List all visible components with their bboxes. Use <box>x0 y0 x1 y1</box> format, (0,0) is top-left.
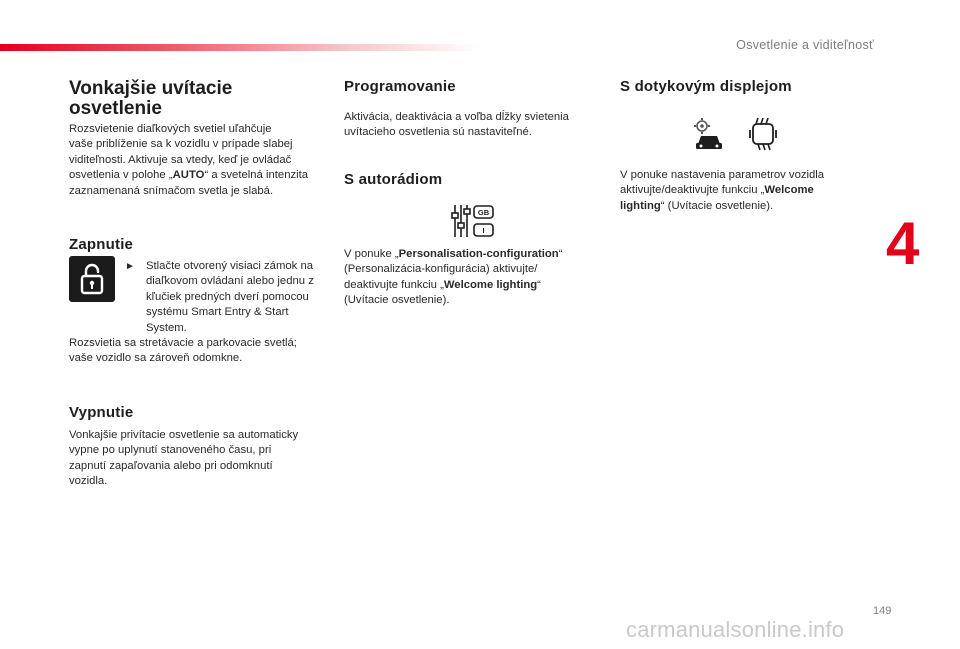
chapter-number: 4 <box>886 210 920 277</box>
audio-settings-icon <box>450 203 496 244</box>
zapnutie-step: Stlačte otvorený visiaci zámok na diaľkovom ovládaní alebo jednu z kľučiek predných dverí pomocou systému Smart Entry & Start System. <box>146 260 314 334</box>
page-title-line1: Vonkajšie uvítacie <box>69 78 233 99</box>
menu-name: Personalisation-configuration <box>398 248 559 260</box>
header-accent-bar <box>0 44 480 51</box>
heading-vypnutie: Vypnutie <box>69 404 134 421</box>
section-title: Osvetlenie a viditeľnosť <box>736 38 874 52</box>
autoradio-paragraph: V ponuke „Personalisation-configuration“ (Personalizácia-konfigurácia) aktivujte/ deaktivujte funkciu „Welcome lighting“ (Uvítacie osvetlenie). <box>344 248 563 307</box>
function-name-welcome: Welcome <box>764 184 814 197</box>
open-padlock-icon <box>69 256 115 302</box>
icon-label-gb: GB <box>477 208 490 217</box>
auto-position-label: AUTO <box>172 169 205 182</box>
page-title <box>69 79 232 119</box>
page-title-line2: osvetlenie <box>69 98 162 119</box>
heading-touchscreen: S dotykovým displejom <box>620 78 792 95</box>
programovanie-paragraph: Aktivácia, deaktivácia a voľba dĺžky svietenia uvítacieho osvetlenia sú nastaviteľné. <box>344 111 569 139</box>
function-name-lighting: lighting <box>620 199 661 212</box>
touchscreen-paragraph: V ponuke nastavenia parametrov vozidla aktivujte/deaktivujte funkciu „Welcome lighting“ (Uvítacie osvetlenie). <box>620 169 825 212</box>
page-number: 149 <box>873 605 892 617</box>
intro-paragraph: Rozsvietenie diaľkových svetiel uľahčuje vaše priblíženie sa k vozidlu v prípade slabej viditeľnosti. Aktivuje sa vtedy, keď je ovládač osvetlenia v polohe „AUTO“ a svetelná intenzita zaznamenaná snímačom svetla je slabá. <box>69 123 309 197</box>
vypnutie-paragraph: Vonkajšie privítacie osvetlenie sa automaticky vypne po uplynutí stanoveného času, pri zapnutí zapaľovania alebo pri odomknutí vozidla. <box>69 429 299 488</box>
heading-autoradio: S autorádiom <box>344 171 443 188</box>
icon-label-i: I <box>482 226 485 235</box>
function-name: Welcome lighting <box>443 278 538 291</box>
heading-programovanie: Programovanie <box>344 78 456 95</box>
heading-zapnutie: Zapnutie <box>69 236 134 253</box>
driving-lights-icon <box>746 116 780 157</box>
arrow-right-icon: ► <box>125 261 135 272</box>
watermark-text: carmanualsonline.info <box>626 617 845 642</box>
vehicle-settings-icon <box>693 117 725 156</box>
zapnutie-result: Rozsvietia sa stretávacie a parkovacie svetlá; vaše vozidlo sa zároveň odomkne. <box>69 337 297 365</box>
